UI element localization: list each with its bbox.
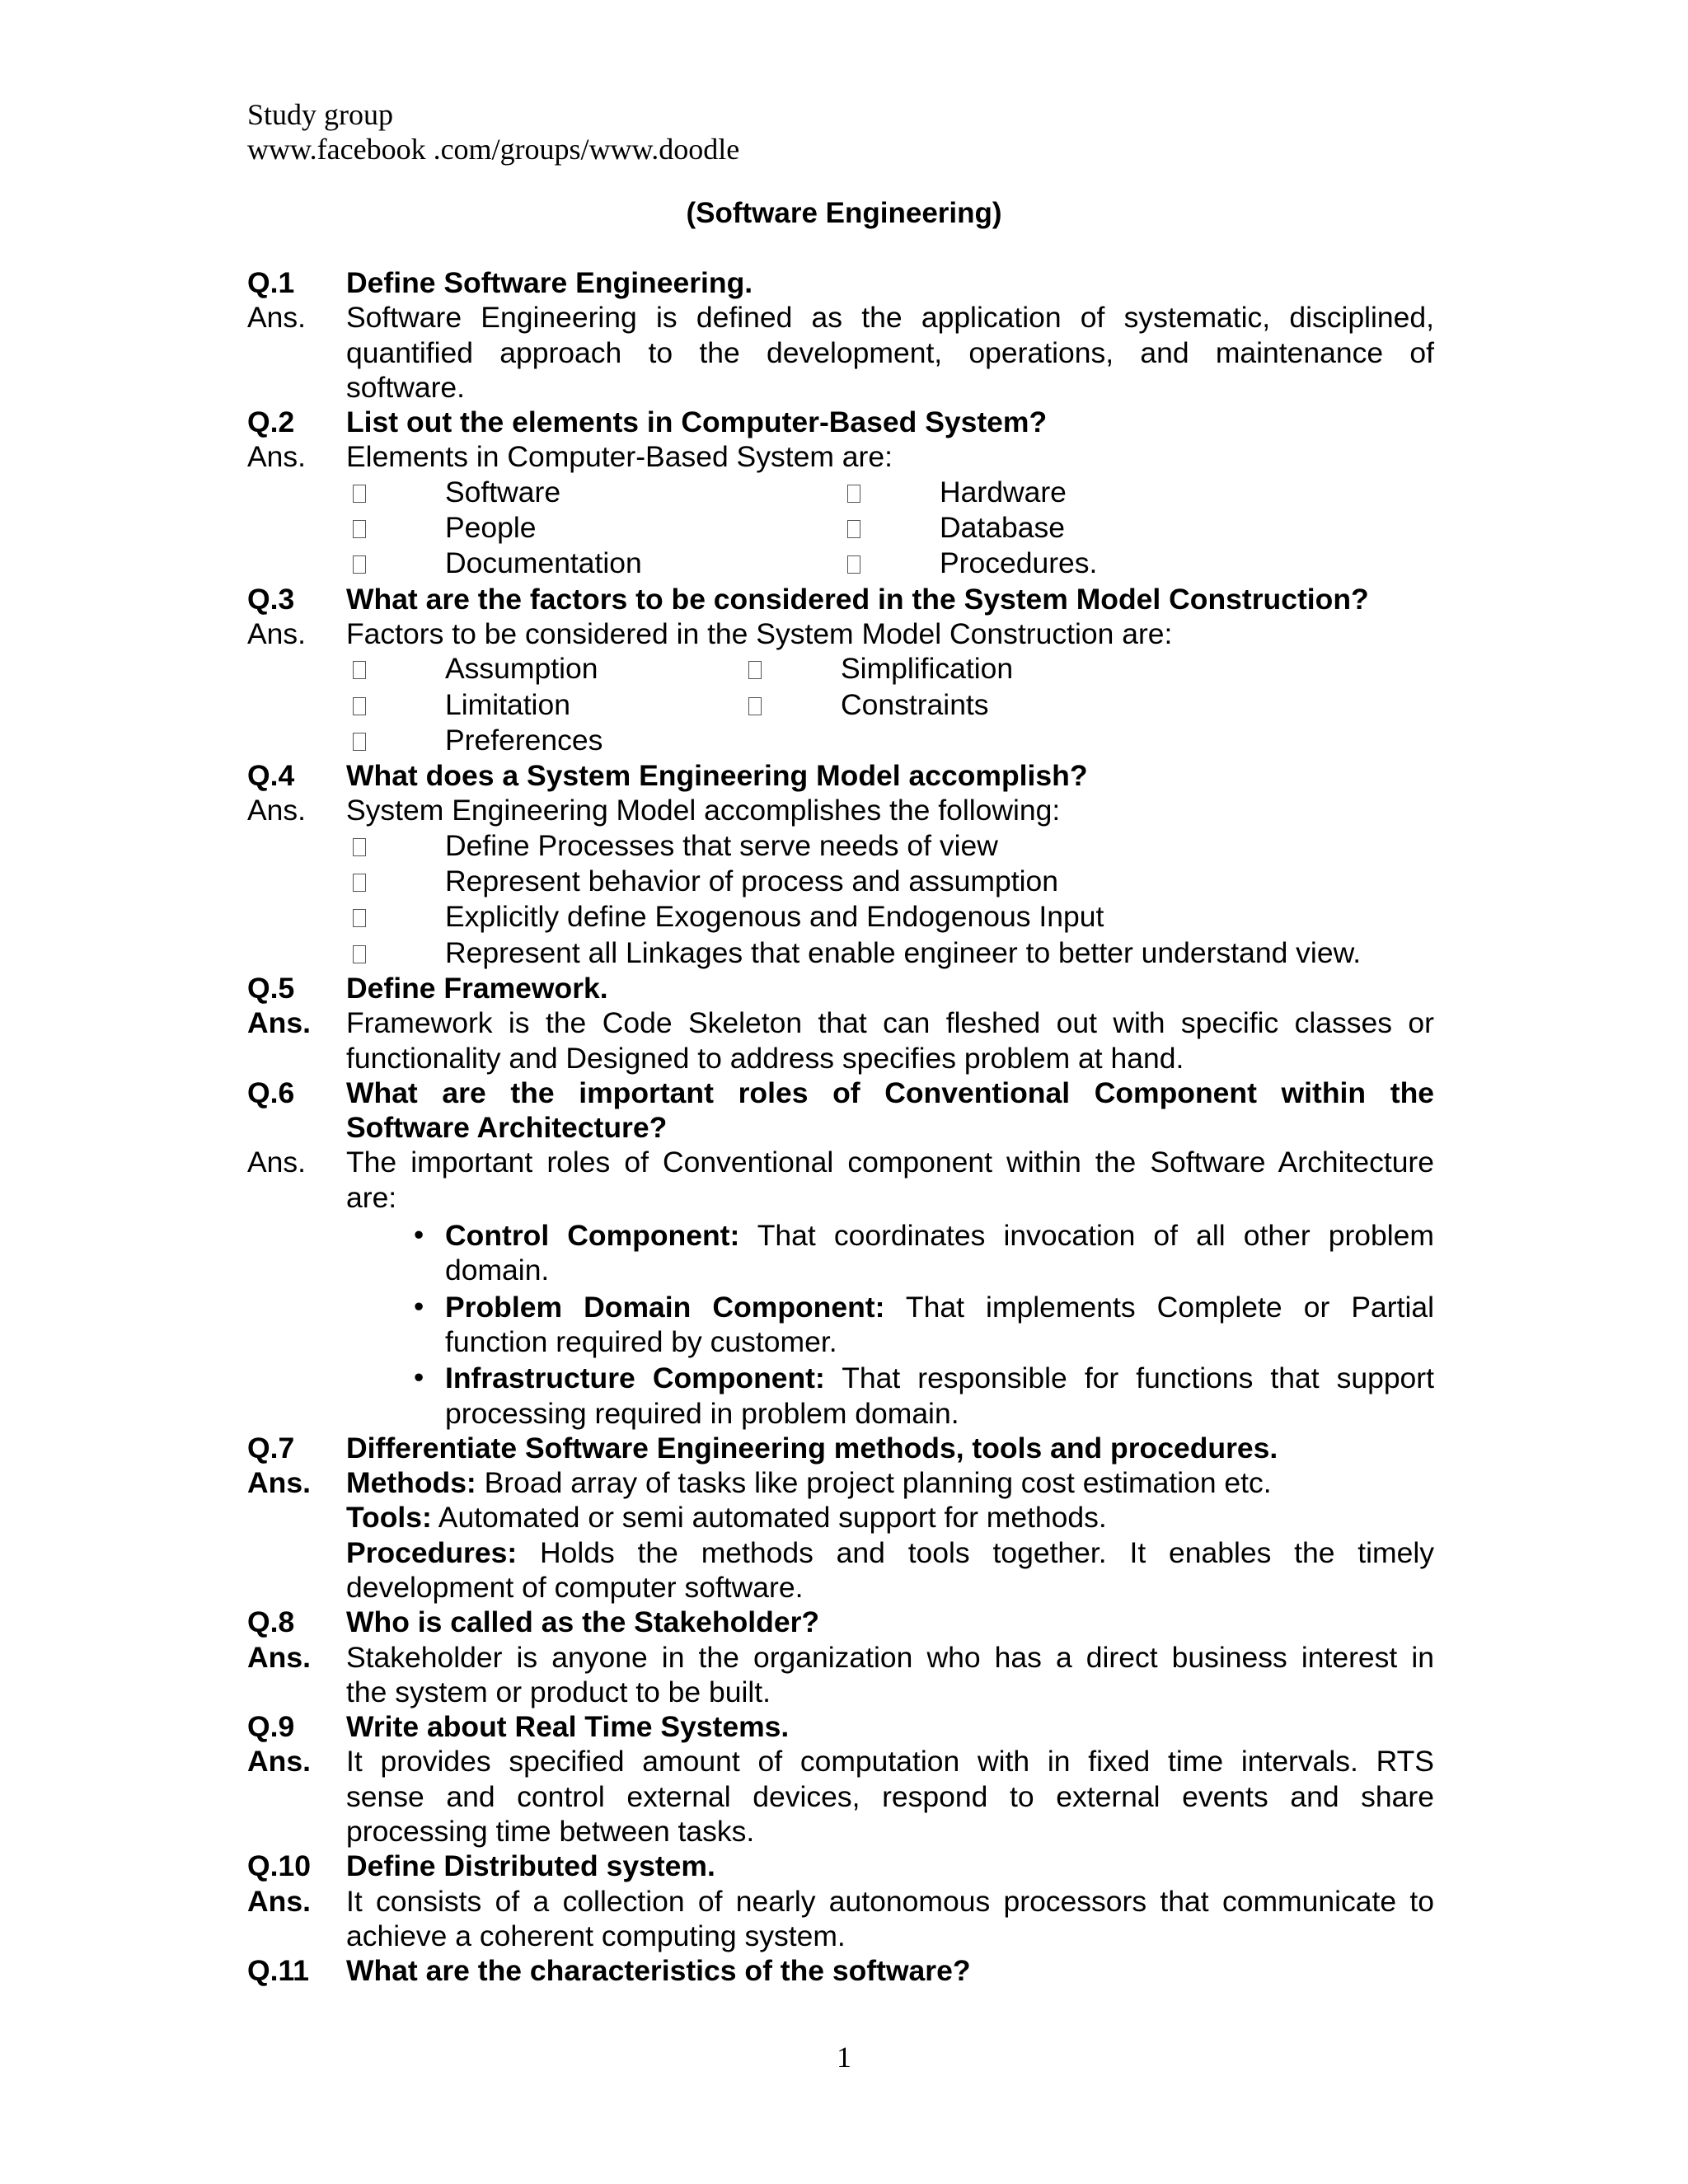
answer-line: the system or product to be built.: [346, 1675, 771, 1708]
list-item: Database: [940, 511, 1065, 545]
answer-label: Ans.: [247, 1466, 311, 1500]
answer-label: Ans.: [247, 616, 307, 650]
bullet-term: Infrastructure Component:: [445, 1361, 825, 1395]
list-item: Simplification: [841, 652, 1014, 686]
answer-intro: Factors to be considered in the System Model Construction are:: [346, 616, 1173, 650]
question-text: Define Software Engineering.: [346, 266, 753, 299]
list-item: Explicitly define Exogenous and Endogenous Input: [445, 900, 1104, 934]
bullet-line: [445, 1361, 1434, 1395]
header-group-url: www.facebook .com/groups/www.doodle: [247, 133, 740, 166]
checkbox-bullet-icon: [742, 651, 841, 687]
answer-intro: System Engineering Model accomplishes the following:: [346, 794, 1061, 827]
answer-text: [346, 1005, 1434, 1076]
list-item: Represent behavior of process and assumption: [445, 865, 1058, 898]
question-text: Who is called as the Stakeholder?: [346, 1605, 820, 1639]
answer-text: [346, 300, 1434, 405]
answer-text: [346, 1640, 1434, 1710]
bullet-dot-icon: •: [414, 1219, 424, 1252]
question-text: Define Distributed system.: [346, 1849, 715, 1883]
term-methods: Methods:: [346, 1466, 476, 1500]
checkbox-bullet-icon: [346, 651, 445, 687]
answer-3: [247, 616, 1434, 651]
bullet-text: That implements Complete or Partial: [884, 1290, 1435, 1324]
document-title: (Software Engineering): [686, 197, 1002, 229]
answer-7: [247, 1465, 1434, 1605]
answer-1: [247, 300, 1434, 405]
answer-line: achieve a coherent computing system.: [346, 1919, 846, 1952]
answer-4: [247, 793, 1434, 827]
list-item: Documentation: [445, 546, 642, 580]
answer-text: [346, 1744, 1434, 1849]
question-9: [247, 1709, 1434, 1744]
answer-intro: Elements in Computer-Based System are:: [346, 440, 893, 474]
question-4: [247, 758, 1434, 793]
answer-label: Ans.: [247, 1006, 311, 1040]
answer-4-list: [247, 828, 1434, 971]
answer-2: [247, 439, 1434, 474]
question-text: Define Framework.: [346, 971, 608, 1005]
answer-line: The important roles of Conventional component within the Software Architecture: [346, 1146, 1434, 1179]
question-11: [247, 1953, 1434, 1988]
question-3: [247, 582, 1434, 616]
answer-6: [247, 1145, 1434, 1215]
question-number: Q.6: [247, 1076, 295, 1109]
answer-line: Framework is the Code Skeleton that can fleshed out with specific classes or: [346, 1006, 1434, 1040]
list-item: Represent all Linkages that enable engineer to better understand view.: [445, 935, 1362, 969]
checkbox-bullet-icon: [841, 510, 940, 546]
question-text: What does a System Engineering Model accomplish?: [346, 759, 1088, 793]
answer-label: Ans.: [247, 1640, 311, 1674]
bullet-line: domain.: [445, 1254, 550, 1287]
question-text: What are the characteristics of the software?: [346, 1954, 971, 1988]
page-header: [247, 97, 739, 166]
answer-line: It consists of a collection of nearly autonomous processors that communicate to: [346, 1884, 1434, 1918]
term-text: Automated or semi automated support for methods.: [431, 1501, 1107, 1535]
checkbox-bullet-icon: [346, 828, 445, 864]
question-number: Q.7: [247, 1431, 295, 1465]
answer-6-bullets: [247, 1218, 1434, 1431]
answer-label: Ans.: [247, 794, 307, 827]
question-line: What are the important roles of Conventional Component within the: [346, 1076, 1434, 1109]
checkbox-bullet-icon: [346, 864, 445, 899]
checkbox-bullet-icon: [346, 546, 445, 581]
header-group-name: Study group: [247, 98, 394, 131]
question-number: Q.1: [247, 266, 295, 299]
question-line: Software Architecture?: [346, 1111, 668, 1145]
answer-line: It provides specified amount of computation with in fixed time intervals. RTS: [346, 1745, 1434, 1779]
bullet-term: Problem Domain Component:: [445, 1290, 885, 1324]
checkbox-bullet-icon: [742, 687, 841, 723]
question-number: Q.3: [247, 582, 295, 616]
bullet-line: processing required in problem domain.: [445, 1396, 959, 1430]
answer-label: Ans.: [247, 1745, 311, 1779]
answer-intro: [346, 1145, 1434, 1215]
answer-line: sense and control external devices, respond to external events and share: [346, 1779, 1434, 1813]
checkbox-bullet-icon: [346, 475, 445, 510]
question-number: Q.4: [247, 759, 295, 793]
term-tools: Tools:: [346, 1501, 432, 1535]
checkbox-bullet-icon: [346, 723, 445, 758]
list-item: Limitation: [445, 687, 570, 721]
answer-line: Software Engineering is defined as the application of systematic, disciplined,: [346, 301, 1434, 335]
bullet-text: That coordinates invocation of all other problem: [739, 1219, 1434, 1253]
term-procedures: Procedures:: [346, 1535, 518, 1569]
answer-2-list: [247, 475, 1434, 582]
bullet-item: [396, 1218, 1434, 1288]
bullet-dot-icon: •: [414, 1290, 424, 1323]
answer-label: Ans.: [247, 301, 307, 335]
page-number: 1: [837, 2041, 851, 2074]
question-1: [247, 265, 1434, 300]
bullet-item: [396, 1361, 1434, 1431]
answer-label: Ans.: [247, 440, 307, 474]
question-text: Write about Real Time Systems.: [346, 1710, 790, 1744]
checkbox-bullet-icon: [346, 935, 445, 971]
answer-line: are:: [346, 1180, 397, 1214]
question-number: Q.5: [247, 971, 295, 1005]
term-text: Broad array of tasks like project planning cost estimation etc.: [476, 1466, 1272, 1500]
question-text: What are the factors to be considered in the System Model Construction?: [346, 582, 1369, 616]
bullet-line: function required by customer.: [445, 1324, 837, 1358]
answer-line: [346, 1500, 1434, 1535]
checkbox-bullet-icon: [841, 475, 940, 510]
bullet-line: [445, 1218, 1434, 1253]
question-text: [346, 1076, 1434, 1146]
qa-content: [247, 265, 1434, 1989]
list-item: People: [445, 511, 537, 545]
answer-label: Ans.: [247, 1146, 307, 1179]
question-8: [247, 1605, 1434, 1639]
bullet-dot-icon: •: [414, 1361, 424, 1394]
question-number: Q.11: [247, 1954, 310, 1988]
checkbox-bullet-icon: [841, 546, 940, 581]
list-item: Define Processes that serve needs of view: [445, 828, 998, 862]
answer-text: [346, 1884, 1434, 1954]
checkbox-bullet-icon: [346, 899, 445, 935]
answer-10: [247, 1884, 1434, 1954]
bullet-text: That responsible for functions that support: [824, 1361, 1434, 1395]
checkbox-bullet-icon: [346, 687, 445, 723]
answer-line: Stakeholder is anyone in the organization who has a direct business interest in: [346, 1640, 1434, 1674]
answer-line: [346, 1465, 1434, 1500]
answer-5: [247, 1005, 1434, 1076]
question-5: [247, 971, 1434, 1005]
list-item: Software: [445, 475, 561, 509]
list-item: Constraints: [841, 687, 989, 721]
list-item: Assumption: [445, 652, 598, 686]
answer-line: functionality and Designed to address specifies problem at hand.: [346, 1041, 1184, 1075]
question-number: Q.10: [247, 1849, 311, 1883]
question-7: [247, 1431, 1434, 1465]
question-6: [247, 1076, 1434, 1146]
question-text: List out the elements in Computer-Based System?: [346, 405, 1048, 439]
accomplish-list: [346, 828, 1434, 971]
question-number: Q.9: [247, 1710, 295, 1744]
answer-line: development of computer software.: [346, 1570, 804, 1604]
answer-9: [247, 1744, 1434, 1849]
answer-3-list: [247, 651, 1434, 758]
factor-list: [346, 651, 1434, 758]
question-10: [247, 1849, 1434, 1883]
element-list: [346, 475, 1434, 582]
bullet-line: [445, 1290, 1434, 1324]
answer-line: [346, 1535, 1434, 1570]
answer-line: processing time between tasks.: [346, 1815, 755, 1849]
list-item: Hardware: [940, 475, 1067, 509]
answer-line: software.: [346, 370, 466, 404]
answer-line: quantified approach to the development, operations, and maintenance of: [346, 335, 1434, 369]
term-text: Holds the methods and tools together. It enables the timely: [517, 1535, 1434, 1569]
question-number: Q.8: [247, 1605, 295, 1639]
bullet-term: Control Component:: [445, 1219, 740, 1253]
question-text: Differentiate Software Engineering methods, tools and procedures.: [346, 1431, 1278, 1465]
answer-label: Ans.: [247, 1884, 311, 1918]
list-item: Procedures.: [940, 546, 1098, 580]
question-number: Q.2: [247, 405, 295, 439]
checkbox-bullet-icon: [346, 510, 445, 546]
answer-8: [247, 1640, 1434, 1710]
list-item: Preferences: [445, 723, 603, 757]
bullet-item: [396, 1290, 1434, 1360]
answer-text: [346, 1465, 1434, 1605]
question-2: [247, 405, 1434, 439]
